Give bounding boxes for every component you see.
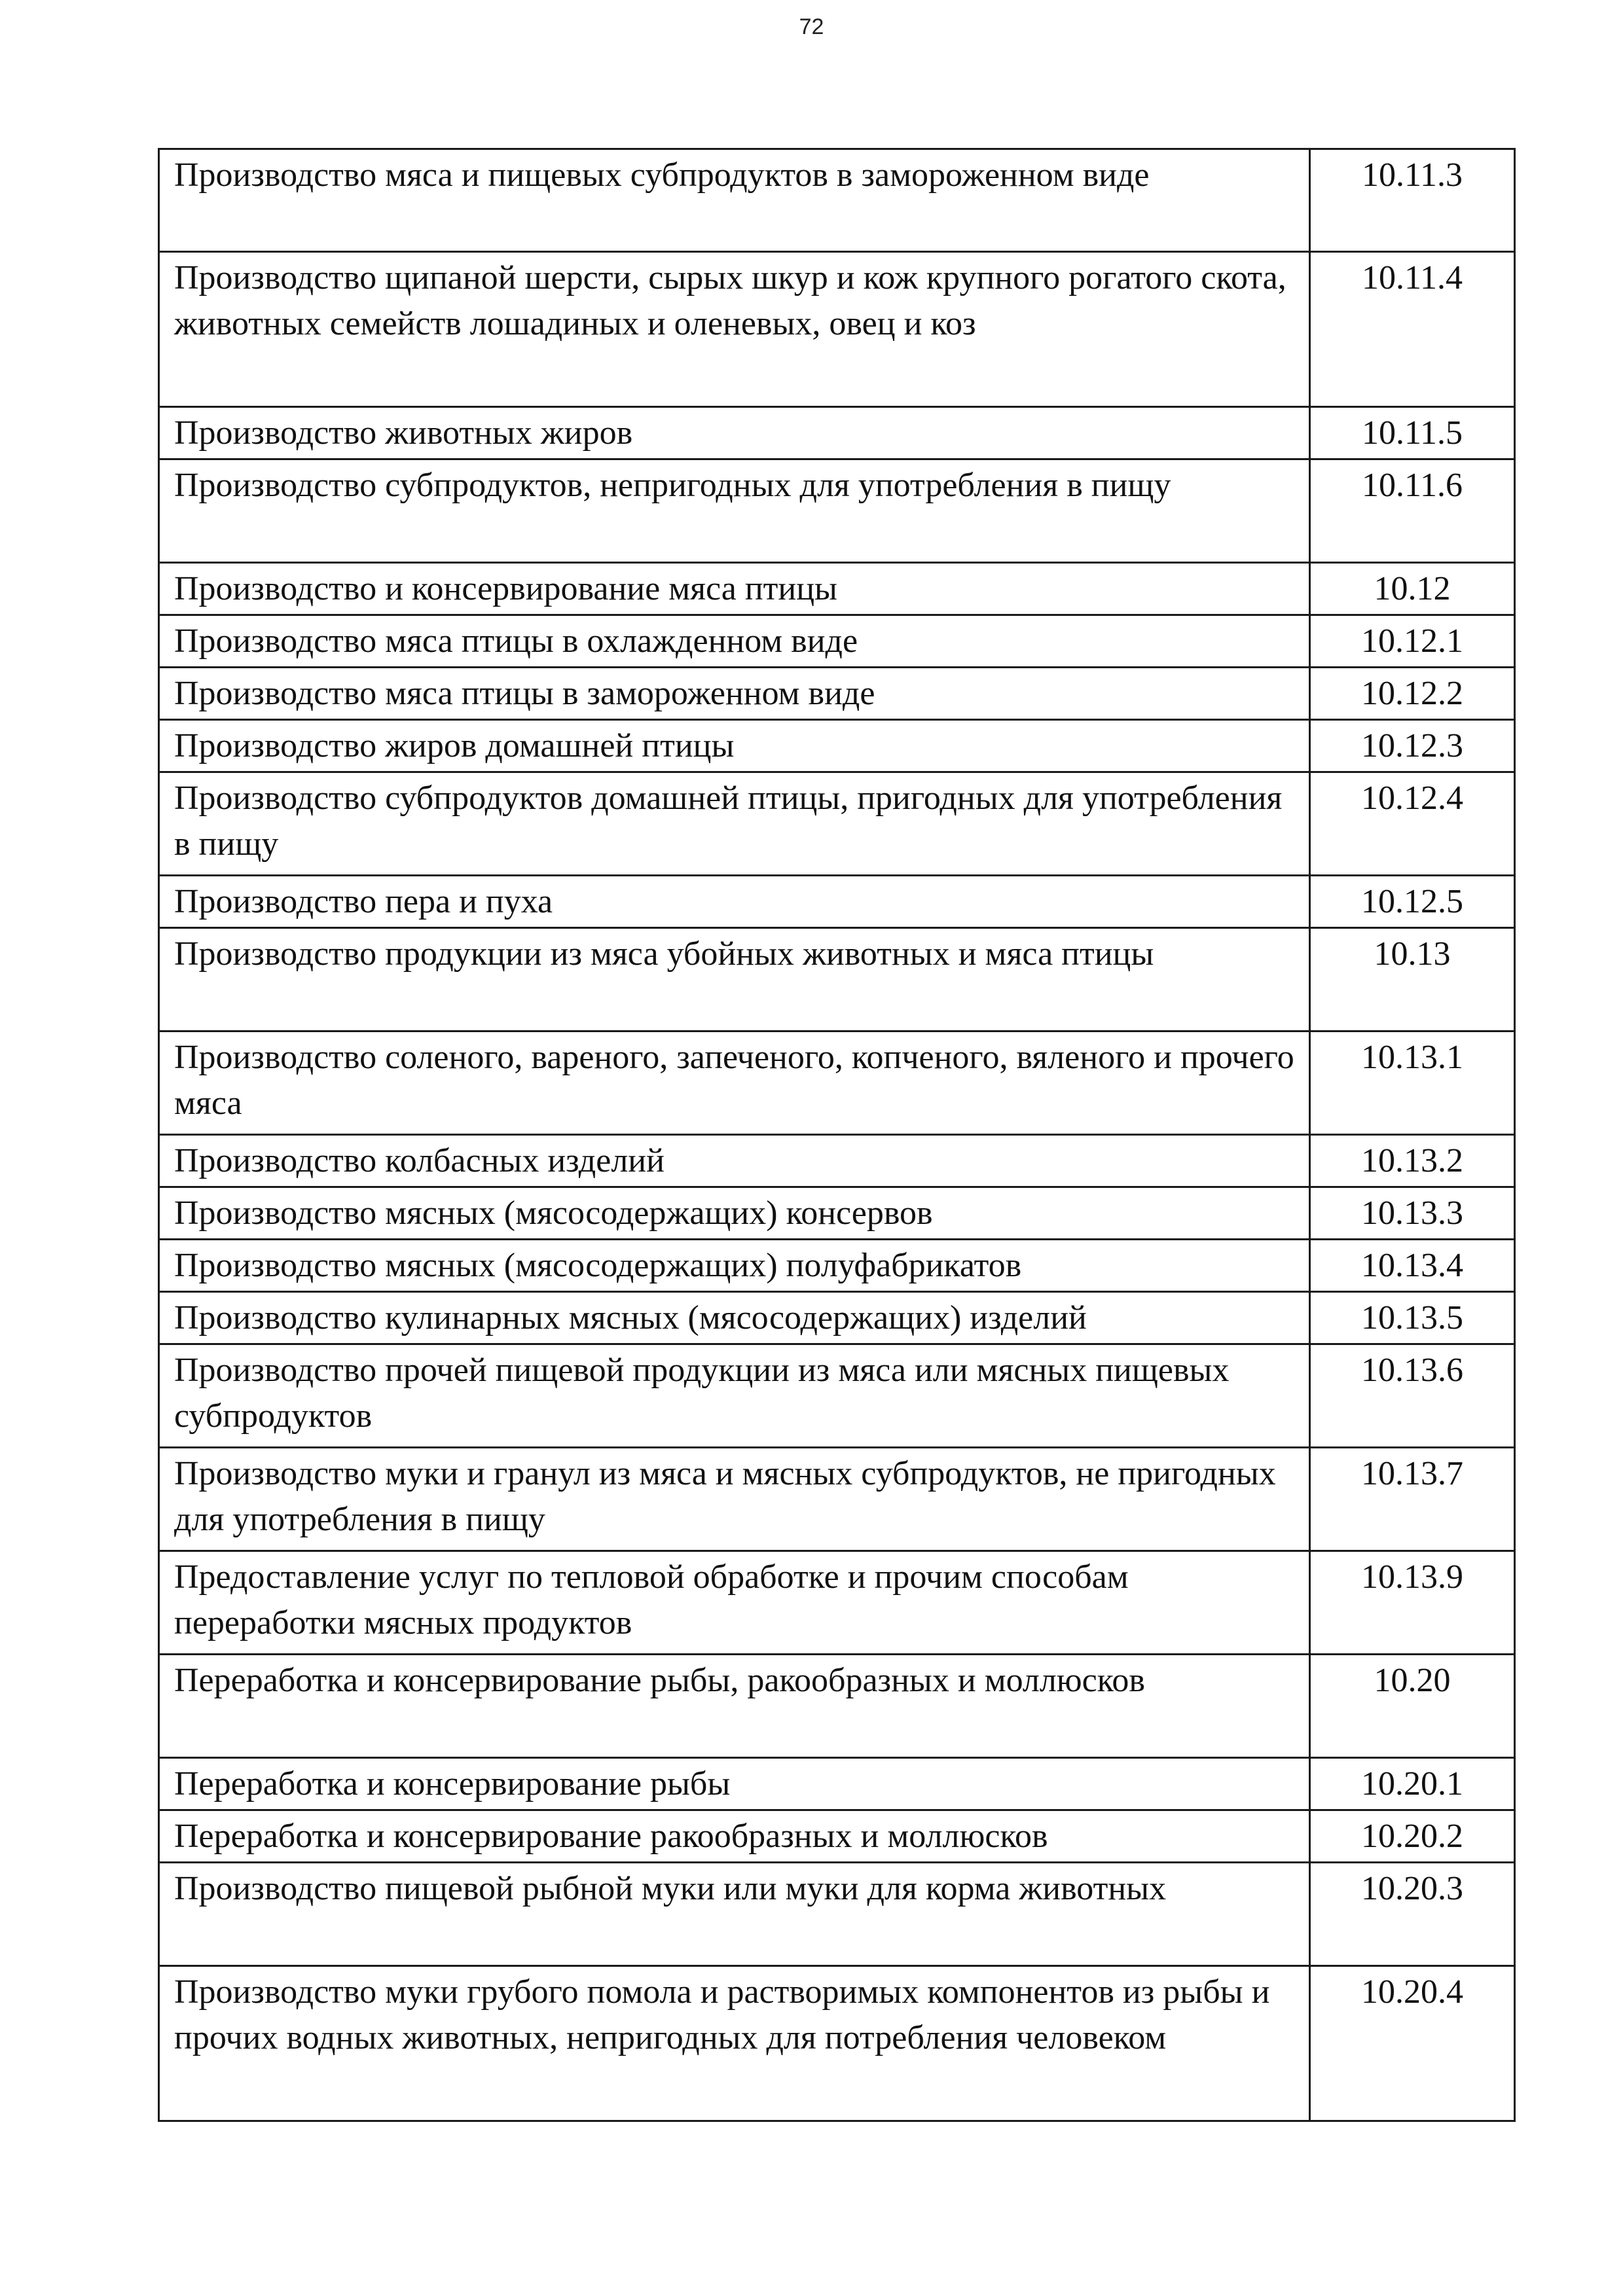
table-row — [159, 1758, 1515, 1810]
table-row — [159, 1240, 1515, 1292]
activity-description: Производство пищевой рыбной муки или муки для корма животных — [159, 1863, 1310, 1966]
activity-description: Производство жиров домашней птицы — [159, 720, 1310, 772]
activity-code: 10.13.2 — [1310, 1135, 1515, 1187]
activity-description: Переработка и консервирование ракообразных и моллюсков — [159, 1810, 1310, 1863]
activity-description: Производство и консервирование мяса птицы — [159, 563, 1310, 615]
activity-description: Производство кулинарных мясных (мясосодержащих) изделий — [159, 1292, 1310, 1344]
activity-description: Производство соленого, вареного, запеченого, копченого, вяленого и прочего мяса — [159, 1031, 1310, 1135]
activity-code: 10.12.1 — [1310, 615, 1515, 668]
activity-code: 10.12.4 — [1310, 772, 1515, 876]
activity-description: Производство мяса птицы в замороженном виде — [159, 668, 1310, 720]
page-number: 72 — [799, 14, 824, 39]
activity-description: Производство щипаной шерсти, сырых шкур и кож крупного рогатого скота, животных семейств лошадиных и оленевых, овец и коз — [159, 252, 1310, 407]
activity-code: 10.12.5 — [1310, 876, 1515, 928]
activity-description: Переработка и консервирование рыбы — [159, 1758, 1310, 1810]
table-row — [159, 1655, 1515, 1758]
activity-description: Предоставление услуг по тепловой обработке и прочим способам переработки мясных продуктов — [159, 1551, 1310, 1655]
activity-description: Производство прочей пищевой продукции из мяса или мясных пищевых субпродуктов — [159, 1344, 1310, 1448]
table-row — [159, 407, 1515, 459]
activity-code: 10.12 — [1310, 563, 1515, 615]
table-row — [159, 1344, 1515, 1448]
table-row — [159, 1863, 1515, 1966]
activity-description: Производство муки и гранул из мяса и мясных субпродуктов, не пригодных для употребления в пищу — [159, 1448, 1310, 1551]
activity-description: Производство мясных (мясосодержащих) полуфабрикатов — [159, 1240, 1310, 1292]
table-row — [159, 772, 1515, 876]
table-row — [159, 1031, 1515, 1135]
activity-code: 10.12.3 — [1310, 720, 1515, 772]
activity-code: 10.13 — [1310, 928, 1515, 1031]
activity-description: Производство мяса и пищевых субпродуктов в замороженном виде — [159, 149, 1310, 252]
activity-code: 10.20.4 — [1310, 1966, 1515, 2121]
table-row — [159, 1135, 1515, 1187]
activity-code: 10.13.4 — [1310, 1240, 1515, 1292]
table-row — [159, 1292, 1515, 1344]
table-row — [159, 563, 1515, 615]
table-row — [159, 668, 1515, 720]
activity-description: Производство субпродуктов домашней птицы, пригодных для употребления в пищу — [159, 772, 1310, 876]
activity-code: 10.13.9 — [1310, 1551, 1515, 1655]
table-row — [159, 252, 1515, 407]
activity-code: 10.20 — [1310, 1655, 1515, 1758]
table-row — [159, 720, 1515, 772]
activity-code: 10.20.2 — [1310, 1810, 1515, 1863]
activity-code: 10.13.5 — [1310, 1292, 1515, 1344]
activity-description: Производство пера и пуха — [159, 876, 1310, 928]
activity-code: 10.11.5 — [1310, 407, 1515, 459]
table-row — [159, 149, 1515, 252]
activity-code: 10.20.1 — [1310, 1758, 1515, 1810]
okved-table — [158, 148, 1516, 2122]
activity-description: Производство мяса птицы в охлажденном виде — [159, 615, 1310, 668]
activity-code: 10.11.6 — [1310, 459, 1515, 563]
table-row — [159, 1551, 1515, 1655]
table-row — [159, 615, 1515, 668]
activity-code: 10.11.4 — [1310, 252, 1515, 407]
activity-code: 10.11.3 — [1310, 149, 1515, 252]
table-row — [159, 1448, 1515, 1551]
activity-description: Производство животных жиров — [159, 407, 1310, 459]
activity-code: 10.12.2 — [1310, 668, 1515, 720]
activity-description: Производство мясных (мясосодержащих) консервов — [159, 1187, 1310, 1240]
table-row — [159, 928, 1515, 1031]
table-row — [159, 459, 1515, 563]
activity-code: 10.13.6 — [1310, 1344, 1515, 1448]
table-row — [159, 1966, 1515, 2121]
activity-description: Переработка и консервирование рыбы, ракообразных и моллюсков — [159, 1655, 1310, 1758]
activity-code: 10.20.3 — [1310, 1863, 1515, 1966]
table-row — [159, 1187, 1515, 1240]
table-row — [159, 1810, 1515, 1863]
activity-code: 10.13.3 — [1310, 1187, 1515, 1240]
activity-description: Производство колбасных изделий — [159, 1135, 1310, 1187]
activity-description: Производство продукции из мяса убойных животных и мяса птицы — [159, 928, 1310, 1031]
activity-code: 10.13.7 — [1310, 1448, 1515, 1551]
table-row — [159, 876, 1515, 928]
activity-code: 10.13.1 — [1310, 1031, 1515, 1135]
activity-description: Производство муки грубого помола и растворимых компонентов из рыбы и прочих водных животных, непригодных для потребления человеком — [159, 1966, 1310, 2121]
activity-description: Производство субпродуктов, непригодных для употребления в пищу — [159, 459, 1310, 563]
